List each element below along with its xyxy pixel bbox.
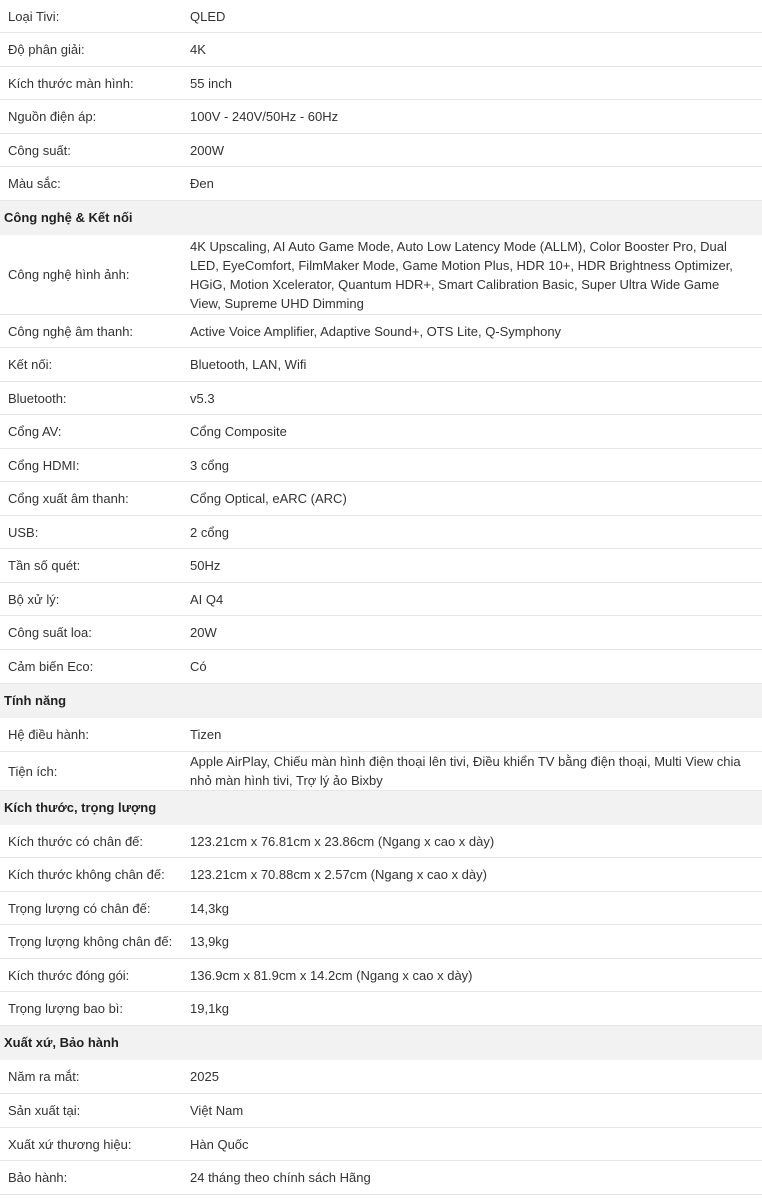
spec-label: Sản xuất tại: — [8, 1103, 81, 1118]
spec-row — [0, 134, 762, 167]
spec-row — [0, 858, 762, 892]
spec-row — [0, 583, 762, 616]
spec-value: AI Q4 — [190, 591, 224, 607]
spec-row — [0, 752, 762, 791]
spec-label: Nguồn điện áp: — [8, 109, 97, 124]
spec-row — [0, 650, 762, 684]
spec-section — [0, 201, 762, 684]
spec-label: Hệ điều hành: — [8, 727, 89, 742]
spec-value: 2025 — [190, 1069, 219, 1084]
spec-label: Kích thước màn hình: — [8, 75, 134, 91]
spec-row — [0, 482, 762, 516]
spec-row — [0, 959, 762, 992]
spec-value: 3 cổng — [190, 457, 230, 473]
spec-row — [0, 1161, 762, 1195]
spec-value: 100V - 240V/50Hz - 60Hz — [190, 109, 339, 124]
spec-label: Xuất xứ thương hiệu: — [8, 1136, 132, 1152]
spec-label: Bộ xử lý: — [8, 591, 60, 607]
spec-value: 200W — [190, 142, 224, 158]
spec-row — [0, 449, 762, 482]
spec-value: Cổng Optical, eARC (ARC) — [190, 491, 347, 506]
spec-row — [0, 1094, 762, 1128]
spec-value: v5.3 — [190, 390, 215, 406]
spec-value: 50Hz — [190, 558, 221, 573]
spec-row — [0, 992, 762, 1026]
spec-label: USB: — [8, 524, 39, 540]
spec-row — [0, 33, 762, 67]
spec-label: Công nghệ âm thanh: — [8, 323, 134, 339]
spec-label: Công suất: — [8, 142, 71, 158]
spec-value: Apple AirPlay, Chiếu màn hình điện thoại lên tivi, Điều khiển TV bằng điện thoại, Multi View chia nhỏ màn hình tivi, Trợ lý ảo Bixby — [190, 754, 741, 788]
spec-value: Đen — [190, 176, 214, 191]
spec-row — [0, 415, 762, 449]
spec-row — [0, 1060, 762, 1094]
spec-value: 19,1kg — [190, 1001, 230, 1016]
spec-section — [0, 0, 762, 201]
spec-row — [0, 315, 762, 348]
spec-value: 136.9cm x 81.9cm x 14.2cm (Ngang x cao x dày) — [190, 967, 473, 983]
section-title: Công nghệ & Kết nối — [0, 201, 762, 235]
spec-value: 4K — [190, 42, 206, 57]
spec-value: Việt Nam — [190, 1103, 244, 1118]
spec-row — [0, 348, 762, 382]
spec-value: Cổng Composite — [190, 424, 287, 439]
spec-label: Kích thước có chân đế: — [8, 833, 144, 849]
spec-value: Tizen — [190, 727, 222, 742]
spec-label: Kích thước đóng gói: — [8, 967, 130, 983]
spec-label: Cổng xuất âm thanh: — [8, 491, 129, 506]
spec-section — [0, 684, 762, 791]
spec-value: 55 inch — [190, 75, 232, 91]
spec-row — [0, 100, 762, 134]
spec-value: 24 tháng theo chính sách Hãng — [190, 1170, 371, 1185]
spec-row — [0, 1128, 762, 1161]
spec-row — [0, 549, 762, 583]
spec-row — [0, 0, 762, 33]
spec-label: Cảm biến Eco: — [8, 659, 94, 674]
spec-label: Màu sắc: — [8, 176, 61, 191]
spec-row — [0, 67, 762, 100]
section-title: Tính năng — [0, 684, 762, 718]
spec-label: Loại Tivi: — [8, 8, 60, 24]
spec-row — [0, 892, 762, 925]
spec-value: 20W — [190, 625, 217, 640]
spec-section — [0, 791, 762, 1026]
section-title: Xuất xứ, Bảo hành — [0, 1026, 762, 1060]
spec-value: 123.21cm x 70.88cm x 2.57cm (Ngang x cao x dày) — [190, 867, 487, 882]
spec-row — [0, 382, 762, 415]
spec-label: Công nghệ hình ảnh: — [8, 267, 130, 282]
spec-label: Bluetooth: — [8, 390, 67, 406]
spec-label: Trọng lượng không chân đế: — [8, 934, 173, 949]
spec-label: Tiện ích: — [8, 763, 58, 779]
spec-row — [0, 718, 762, 752]
spec-value: 4K Upscaling, AI Auto Game Mode, Auto Low Latency Mode (ALLM), Color Booster Pro, Dual LED, EyeComfort, FilmMaker Mode, Game Motion Plus, HDR 10+, HDR Brightness Optimizer, HGiG, Motion Xcelerator, Quantum HDR+, Smart Calibration Basic, Super Ultra Wide Game View, Supreme UHD Dimming — [190, 238, 733, 311]
spec-row — [0, 167, 762, 201]
spec-row — [0, 235, 762, 315]
spec-label: Cổng HDMI: — [8, 457, 80, 473]
spec-row — [0, 616, 762, 650]
spec-label: Năm ra mắt: — [8, 1069, 80, 1084]
spec-value: QLED — [190, 8, 226, 24]
spec-value: 2 cổng — [190, 524, 230, 540]
spec-value: Hàn Quốc — [190, 1136, 249, 1152]
spec-section — [0, 1026, 762, 1195]
section-title: Kích thước, trọng lượng — [0, 791, 762, 825]
spec-label: Kết nối: — [8, 357, 53, 372]
spec-value: Active Voice Amplifier, Adaptive Sound+, OTS Lite, Q-Symphony — [190, 323, 562, 339]
spec-label: Bảo hành: — [8, 1170, 68, 1185]
spec-label: Độ phân giải: — [8, 42, 85, 57]
spec-value: Bluetooth, LAN, Wifi — [190, 357, 307, 372]
spec-label: Tần số quét: — [8, 558, 81, 573]
spec-label: Trọng lượng có chân đế: — [8, 900, 151, 916]
spec-value: Có — [190, 659, 207, 674]
spec-value: 123.21cm x 76.81cm x 23.86cm (Ngang x cao x dày) — [190, 833, 495, 849]
spec-label: Trọng lượng bao bì: — [8, 1001, 124, 1016]
spec-label: Kích thước không chân đế: — [8, 867, 165, 882]
spec-value: 13,9kg — [190, 934, 230, 949]
spec-row — [0, 516, 762, 549]
spec-label: Cổng AV: — [8, 424, 62, 439]
spec-value: 14,3kg — [190, 900, 230, 916]
spec-row — [0, 925, 762, 959]
spec-row — [0, 825, 762, 858]
spec-label: Công suất loa: — [8, 625, 92, 640]
